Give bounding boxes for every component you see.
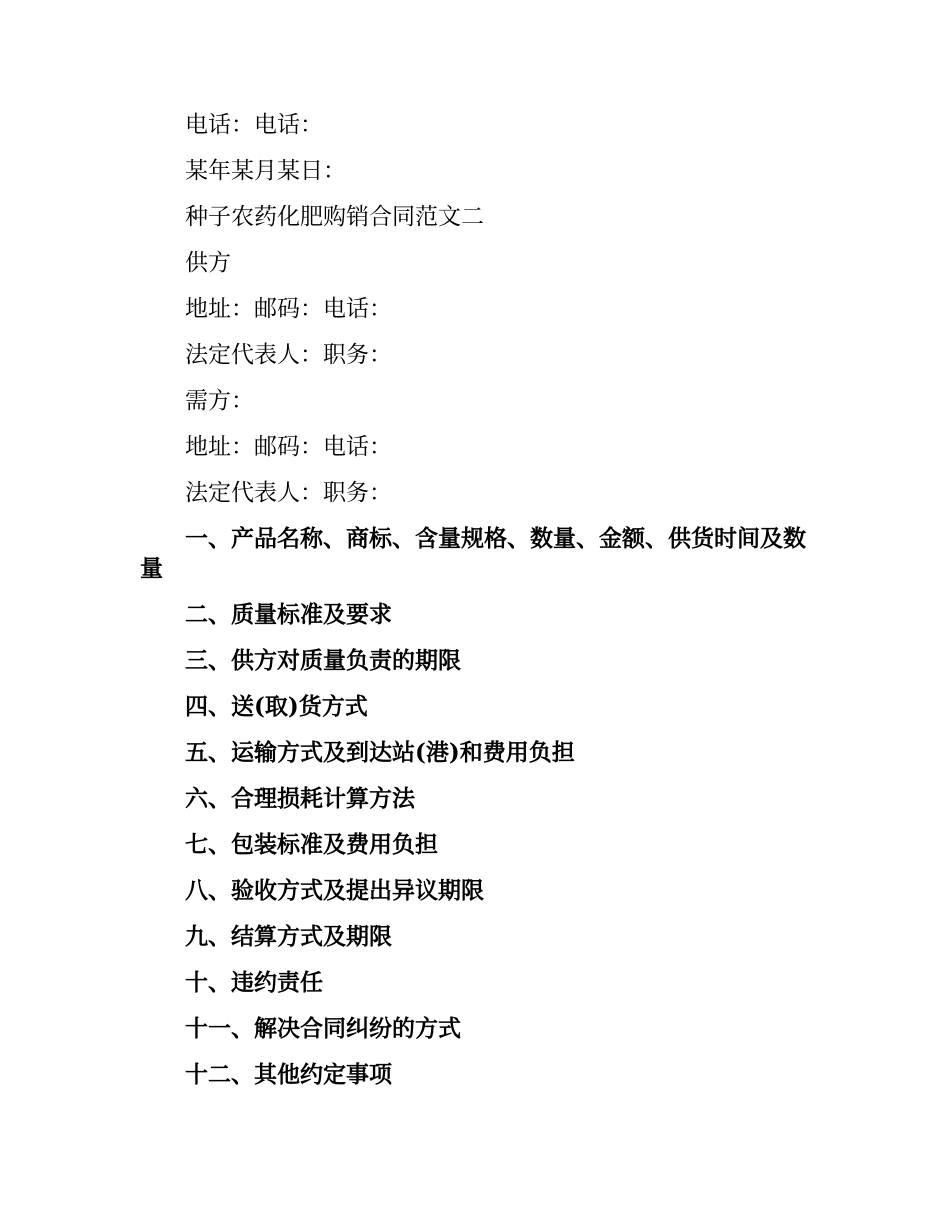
clause-4: 四、送(取)货方式 [185, 693, 368, 720]
clause-2: 二、质量标准及要求 [185, 601, 392, 628]
clause-1: 一、产品名称、商标、含量规格、数量、金额、供货时间及数量 [140, 525, 806, 582]
clause-12: 十二、其他约定事项 [185, 1061, 392, 1088]
phone-line: 电话：电话： [185, 112, 323, 138]
supplier-label: 供方 [185, 250, 231, 276]
clause-8: 八、验收方式及提出异议期限 [185, 877, 484, 904]
clause-5: 五、运输方式及到达站(港)和费用负担 [185, 739, 575, 766]
clause-3: 三、供方对质量负责的期限 [185, 647, 461, 674]
clause-10: 十、违约责任 [185, 969, 323, 996]
clause-11: 十一、解决合同纠纷的方式 [185, 1015, 461, 1042]
clause-7: 七、包装标准及费用负担 [185, 831, 438, 858]
contract-title: 种子农药化肥购销合同范文二 [185, 204, 484, 230]
date-line: 某年某月某日： [185, 158, 346, 184]
document-body [140, 110, 820, 1106]
buyer-representative-line: 法定代表人：职务： [185, 480, 392, 506]
buyer-label: 需方： [185, 388, 254, 414]
clause-9: 九、结算方式及期限 [185, 923, 392, 950]
supplier-representative-line: 法定代表人：职务： [185, 342, 392, 368]
clause-6: 六、合理损耗计算方法 [185, 785, 415, 812]
buyer-address-line: 地址：邮码：电话： [185, 434, 392, 460]
supplier-address-line: 地址：邮码：电话： [185, 296, 392, 322]
